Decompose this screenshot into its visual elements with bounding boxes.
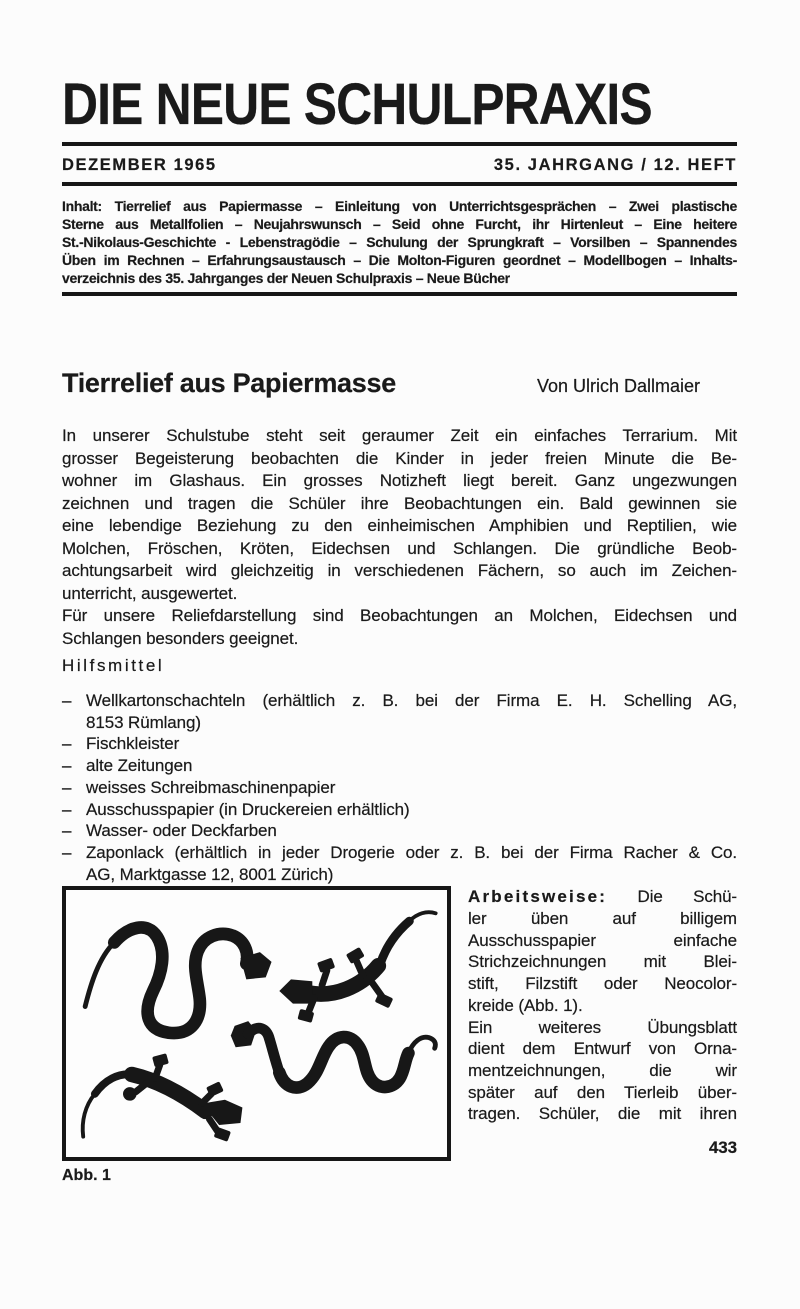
dash-bullet: – xyxy=(62,734,72,754)
workflow-line: ler üben auf billigem xyxy=(468,909,737,929)
material-row xyxy=(62,864,737,886)
intro-paragraphs xyxy=(62,425,737,650)
material-text: AG, Marktgasse 12, 8001 Zürich) xyxy=(86,864,334,884)
material-text: weisses Schreibmaschinenpapier xyxy=(86,777,336,797)
material-row xyxy=(62,690,737,712)
lizard-silhouette-top-right xyxy=(279,913,435,1024)
page-number: 433 xyxy=(708,1138,737,1158)
article-header xyxy=(62,368,737,401)
dash-bullet: – xyxy=(62,756,72,776)
toc-line: St.-Nikolaus-Geschichte - Lebenstragödie – Schulung der Sprungkraft – Vorsilben – Spannendes xyxy=(62,234,737,250)
workflow-first-line-rest: Die Schü- xyxy=(637,887,737,907)
materials-list xyxy=(62,690,737,885)
figure-caption: Abb. 1 xyxy=(62,1167,111,1185)
issue-date: DEZEMBER 1965 xyxy=(62,156,217,174)
material-row xyxy=(62,755,737,777)
material-row xyxy=(62,712,737,734)
material-text: alte Zeitungen xyxy=(86,756,193,776)
dash-bullet: – xyxy=(62,799,72,819)
workflow-line: dient dem Entwurf von Orna- xyxy=(468,1039,737,1059)
intro-line: zeichnen und tragen die Schüler ihre Beobachtungen ein. Bald gewinnen sie xyxy=(62,493,737,513)
workflow-column xyxy=(468,886,737,1158)
issue-line xyxy=(62,155,737,175)
dash-bullet: – xyxy=(62,821,72,841)
toc-line: verzeichnis des 35. Jahrganges der Neuen Schulpraxis – Neue Bücher xyxy=(62,270,510,286)
material-row xyxy=(62,799,737,821)
workflow-paragraph-1 xyxy=(468,886,737,1016)
snake-silhouette-top-left xyxy=(85,928,271,1034)
table-of-contents xyxy=(62,197,737,287)
dash-bullet: – xyxy=(62,842,72,862)
intro-line: Molchen, Fröschen, Kröten, Eidechsen und Schlangen. Die gründliche Beob- xyxy=(62,538,737,558)
intro-line: wohner im Glashaus. Ein grosses Notizheft liegt bereit. Ganz ungezwungen xyxy=(62,471,737,490)
toc-line: Üben im Rechnen – Erfahrungsaustausch – Die Molton-Figuren geordnet – Modellbogen – Inhalts- xyxy=(62,252,737,268)
intro-line: unterricht, ausgewertet. xyxy=(62,583,238,603)
workflow-paragraph-2 xyxy=(468,1017,737,1126)
horizontal-rule xyxy=(62,182,737,186)
material-row xyxy=(62,820,737,842)
material-text: Wellkartonschachteln (erhältlich z. B. bei der Firma E. H. Schelling AG, xyxy=(86,691,737,710)
intro-line: eine lebendige Beziehung zu den einheimischen Amphibien und Reptilien, wie xyxy=(62,516,737,535)
lizard-silhouette-bottom-left xyxy=(83,1054,243,1143)
intro-line: Für unsere Reliefdarstellung sind Beobachtungen an Molchen, Eidechsen und xyxy=(62,606,737,625)
dash-bullet xyxy=(62,864,86,886)
dash-bullet: – xyxy=(62,691,72,710)
figure-abb1-frame xyxy=(62,886,451,1161)
workflow-line: Ein weiteres Übungsblatt xyxy=(468,1017,737,1037)
workflow-line: Ausschusspapier einfache xyxy=(468,930,737,950)
magazine-masthead: DIE NEUE SCHULPRAXIS xyxy=(62,72,652,137)
animal-silhouettes-drawing xyxy=(66,890,447,1157)
workflow-label: Arbeitsweise: xyxy=(468,887,608,907)
toc-line: Sterne aus Metallfolien – Neujahrswunsch – Seid ohne Furcht, ihr Hirtenleut – Eine heitere xyxy=(62,216,737,232)
issue-volume: 35. JAHRGANG / 12. HEFT xyxy=(493,156,737,174)
dash-bullet: – xyxy=(62,777,72,797)
intro-line: Schlangen besonders geeignet. xyxy=(62,628,299,648)
workflow-line: tragen. Schüler, die mit ihren xyxy=(468,1104,737,1124)
toc-line: Inhalt: Tierrelief aus Papiermasse – Einleitung von Unterrichtsgesprächen – Zwei plastische xyxy=(62,198,737,214)
article-byline: Von Ulrich Dallmaier xyxy=(536,376,700,396)
workflow-line: mentzeichnungen, die wir xyxy=(468,1060,737,1080)
intro-line: In unserer Schulstube steht seit geraumer Zeit ein einfaches Terrarium. Mit xyxy=(62,426,737,445)
material-row xyxy=(62,842,737,864)
material-text: Wasser- oder Deckfarben xyxy=(86,821,277,841)
material-text: Zaponlack (erhältlich in jeder Drogerie oder z. B. bei der Firma Racher & Co. xyxy=(86,842,737,862)
figure-and-text-row xyxy=(62,886,737,1161)
material-text: Fischkleister xyxy=(86,734,180,754)
workflow-line: später auf den Tierleib über- xyxy=(468,1082,737,1102)
material-text: Ausschusspapier (in Druckereien erhältlich) xyxy=(86,799,410,819)
workflow-first-line xyxy=(468,886,737,908)
horizontal-rule xyxy=(62,292,737,296)
material-text: 8153 Rümlang) xyxy=(86,712,201,732)
workflow-line: stift, Filzstift oder Neocolor- xyxy=(468,974,737,994)
snake-silhouette-middle xyxy=(231,1021,436,1087)
dash-bullet xyxy=(62,712,86,734)
material-row xyxy=(62,733,737,755)
material-row xyxy=(62,777,737,799)
intro-line: achtungsarbeit wird gleichzeitig in verschiedenen Fächern, so auch im Zeichen- xyxy=(62,561,737,580)
intro-line: grosser Begeisterung beobachten die Kinder in jeder freien Minute die Be- xyxy=(62,448,737,468)
workflow-line: Strichzeichnungen mit Blei- xyxy=(468,952,737,972)
article-title: Tierrelief aus Papiermasse xyxy=(62,368,396,398)
materials-heading: Hilfsmittel xyxy=(62,656,165,675)
horizontal-rule xyxy=(62,142,737,146)
workflow-line: kreide (Abb. 1). xyxy=(468,995,583,1015)
